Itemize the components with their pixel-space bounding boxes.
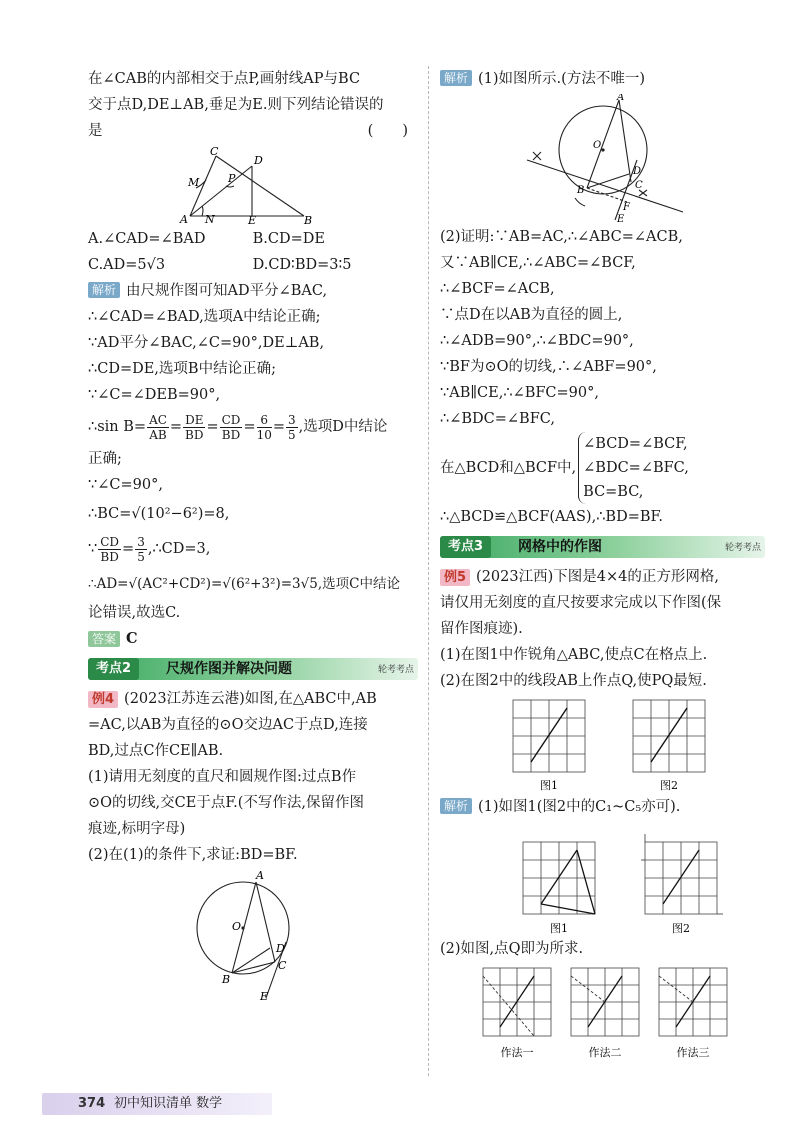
grid-caption: 作法一: [500, 1046, 533, 1059]
cdbd-line: ∵ $\frac{CD}{BD}$ = $\frac{3}{5}$ ,∴CD=3,: [88, 534, 211, 564]
example-5-line: 请仅用无刻度的直尺按要求完成以下作图(保: [440, 595, 722, 611]
answer-tag: 答案: [88, 631, 120, 647]
grid-caption: 图1: [539, 779, 558, 792]
fig-label-e: E: [616, 214, 624, 222]
example-5-line: (2)在图2中的线段AB上作点Q,使PQ最短.: [440, 673, 707, 689]
solution-line: 解析 由尺规作图可知AD平分∠BAC,: [88, 278, 418, 304]
solution-line: 正确;: [88, 451, 122, 467]
example-5-tag: 例5: [440, 569, 470, 586]
fig-label-b: B: [222, 973, 231, 986]
page-footer: [42, 1093, 272, 1115]
fig-label-n: N: [205, 213, 215, 224]
keypoint-3-small: 轮考考点: [724, 543, 761, 553]
brace-block: [440, 432, 765, 504]
proof-line: 又∵AB∥CE,∴∠ABC=∠BCF,: [440, 255, 636, 271]
fraction: $\frac{DE}{BD}$: [185, 412, 204, 442]
example-4-tag: 例4: [88, 691, 118, 708]
proof-line: (2)证明:∵AB=AC,∴∠ABC=∠ACB,: [440, 229, 683, 245]
answer-line: [88, 626, 418, 652]
solution-line: ∵∠C=90°,: [88, 477, 163, 493]
example-5-line: 留作图痕迹).: [440, 621, 523, 637]
fraction: $\frac{6}{10}$: [256, 412, 272, 442]
construction-figure: [513, 94, 693, 222]
option-c: C.AD=5√3: [88, 257, 166, 273]
solution-line: ∵AD平分∠BAC,∠C=90°,DE⊥AB,: [88, 335, 325, 351]
example-4-line: =AC,以AB为直径的⊙O交边AC于点D,连接: [88, 717, 368, 733]
solution-line: 论错误,故选C.: [88, 605, 181, 621]
grid-figures-2: [473, 822, 733, 934]
keypoint-2-small: 轮考考点: [377, 665, 414, 675]
book-title: 初中知识清单 数学: [114, 1096, 223, 1111]
example-4-line: ⊙O的切线,交CE于点F.(不写作法,保留作图: [88, 795, 365, 811]
jiexi-tag: 解析: [440, 70, 472, 86]
left-column: [88, 66, 418, 1002]
brace-group: [578, 432, 689, 504]
fig-label-m: M: [188, 176, 200, 189]
proof-line: ∵点D在以AB为直径的圆上,: [440, 307, 623, 323]
brace-line: BC=BC,: [583, 484, 644, 500]
proof-line: ∴∠BDC=∠BFC,: [440, 411, 555, 427]
fig-label-c: C: [634, 180, 643, 191]
problem-line: 交于点D,DE⊥AB,垂足为E.则下列结论错误的: [88, 97, 384, 113]
example-4-line: BD,过点C作CE∥AB.: [88, 743, 224, 759]
fig-label-d: D: [276, 942, 285, 955]
option-b: B.CD=DE: [252, 231, 325, 247]
solution-line: ∴BC=√(10²−6²)=8,: [88, 506, 230, 522]
keypoint-3-key: 考点3: [440, 536, 491, 558]
proof-line: ∴∠BCF=∠ACB,: [440, 281, 555, 297]
example-5-line: (1)在图1中作锐角△ABC,使点C在格点上.: [440, 647, 708, 663]
grid-caption: 作法三: [676, 1046, 709, 1059]
brace-prefix: 在△BCD和△BCF中,: [440, 460, 577, 476]
fig-label-p: P: [228, 172, 236, 185]
proof-end: ∴△BCD≌△BCF(AAS),∴BD=BF.: [440, 509, 663, 525]
right-column: [440, 66, 765, 1066]
brace-line: ∠BDC=∠BFC,: [583, 460, 689, 476]
fig-label-a: A: [180, 213, 188, 224]
grid-caption: 图2: [671, 922, 690, 934]
option-a: A.∠CAD=∠BAD: [88, 231, 206, 247]
fig-label-e: E: [260, 990, 269, 1000]
circle-figure: [188, 870, 318, 1000]
fig-label-d: D: [632, 166, 641, 177]
example-5-line: 例5 (2023江西)下图是4×4的正方形网格,: [440, 564, 765, 590]
problem-line: 在∠CAB的内部相交于点P,画射线AP与BC: [88, 71, 361, 87]
options-row: [88, 252, 418, 278]
fraction: $\frac{3}{5}$: [288, 412, 296, 442]
fig-label-f: F: [622, 202, 630, 213]
keypoint-2-key: 考点2: [88, 658, 139, 680]
fig-label-d: D: [254, 154, 263, 167]
fig-label-c: C: [210, 146, 219, 158]
options-row: [88, 226, 418, 252]
fig-label-o: O: [592, 140, 601, 151]
grid-caption: 图2: [659, 779, 678, 792]
answer-paren: ( ): [367, 123, 408, 139]
fig-label-e: E: [248, 214, 257, 224]
brace-line: ∠BCD=∠BCF,: [583, 436, 688, 452]
grid-caption: 作法二: [588, 1046, 621, 1059]
option-d: D.CD∶BD=3∶5: [252, 257, 352, 273]
grid-figures-3: [453, 964, 753, 1064]
solution-head: 解析 (1)如图所示.(方法不唯一): [440, 66, 765, 92]
jiexi-tag: 解析: [440, 798, 472, 814]
fraction: $\frac{CD}{BD}$: [221, 412, 241, 442]
problem-line: 是 ( ): [88, 118, 418, 144]
keypoint-3-header: [440, 536, 765, 558]
grid-figures-1: [473, 696, 733, 792]
triangle-figure: [168, 146, 338, 224]
example-4-line: 例4 (2023江苏连云港)如图,在△ABC中,AB: [88, 686, 418, 712]
solution-line: ∴CD=DE,选项B中结论正确;: [88, 361, 276, 377]
sinb-line: ∴sin B= $\frac{AC}{AB}$ = $\frac{DE}{BD}$ = $\frac{CD}{BD}$ = $\frac{6}{10}$ = $\frac{3}{5}$ ,选项D中结论: [88, 412, 388, 442]
solution-line: ∴AD=√(AC²+CD²)=√(6²+3²)=3√5,选项C中结论: [88, 576, 400, 592]
jiexi-tag: 解析: [88, 282, 120, 298]
fraction: $\frac{3}{5}$: [137, 534, 145, 564]
keypoint-3-title: 网格中的作图: [518, 539, 602, 555]
solution-line: ∵∠C=∠DEB=90°,: [88, 387, 221, 403]
column-divider: [428, 66, 429, 1076]
proof-line: ∵BF为⊙O的切线,∴∠ABF=90°,: [440, 359, 657, 375]
page-number: 374: [78, 1096, 106, 1111]
example-4-line: (2)在(1)的条件下,求证:BD=BF.: [88, 847, 298, 863]
fig-label-o: O: [232, 920, 242, 933]
example-4-line: 痕迹,标明字母): [88, 821, 186, 837]
answer-value: C: [126, 630, 138, 647]
fig-label-b: B: [304, 214, 313, 224]
fraction: $\frac{AC}{AB}$: [149, 412, 167, 442]
fig-label-b: B: [576, 185, 584, 196]
solution-line: ∴∠CAD=∠BAD,选项A中结论正确;: [88, 309, 321, 325]
proof-line: ∵AB∥CE,∴∠BFC=90°,: [440, 385, 599, 401]
example-4-line: (1)请用无刻度的直尺和圆规作图:过点B作: [88, 769, 357, 785]
keypoint-2-header: [88, 658, 418, 680]
grid-caption: 图1: [549, 922, 568, 934]
fraction: $\frac{CD}{BD}$: [100, 534, 120, 564]
keypoint-2-title: 尺规作图并解决问题: [166, 661, 292, 677]
solution2-head: 解析 (1)如图1(图2中的C₁~C₅亦可).: [440, 794, 765, 820]
fig-label-a: A: [256, 870, 264, 882]
fig-label-c: C: [278, 959, 287, 972]
fig-label-a: A: [616, 94, 624, 103]
proof-line: ∴∠ADB=90°,∴∠BDC=90°,: [440, 333, 634, 349]
solution2-mid: (2)如图,点Q即为所求.: [440, 941, 584, 957]
